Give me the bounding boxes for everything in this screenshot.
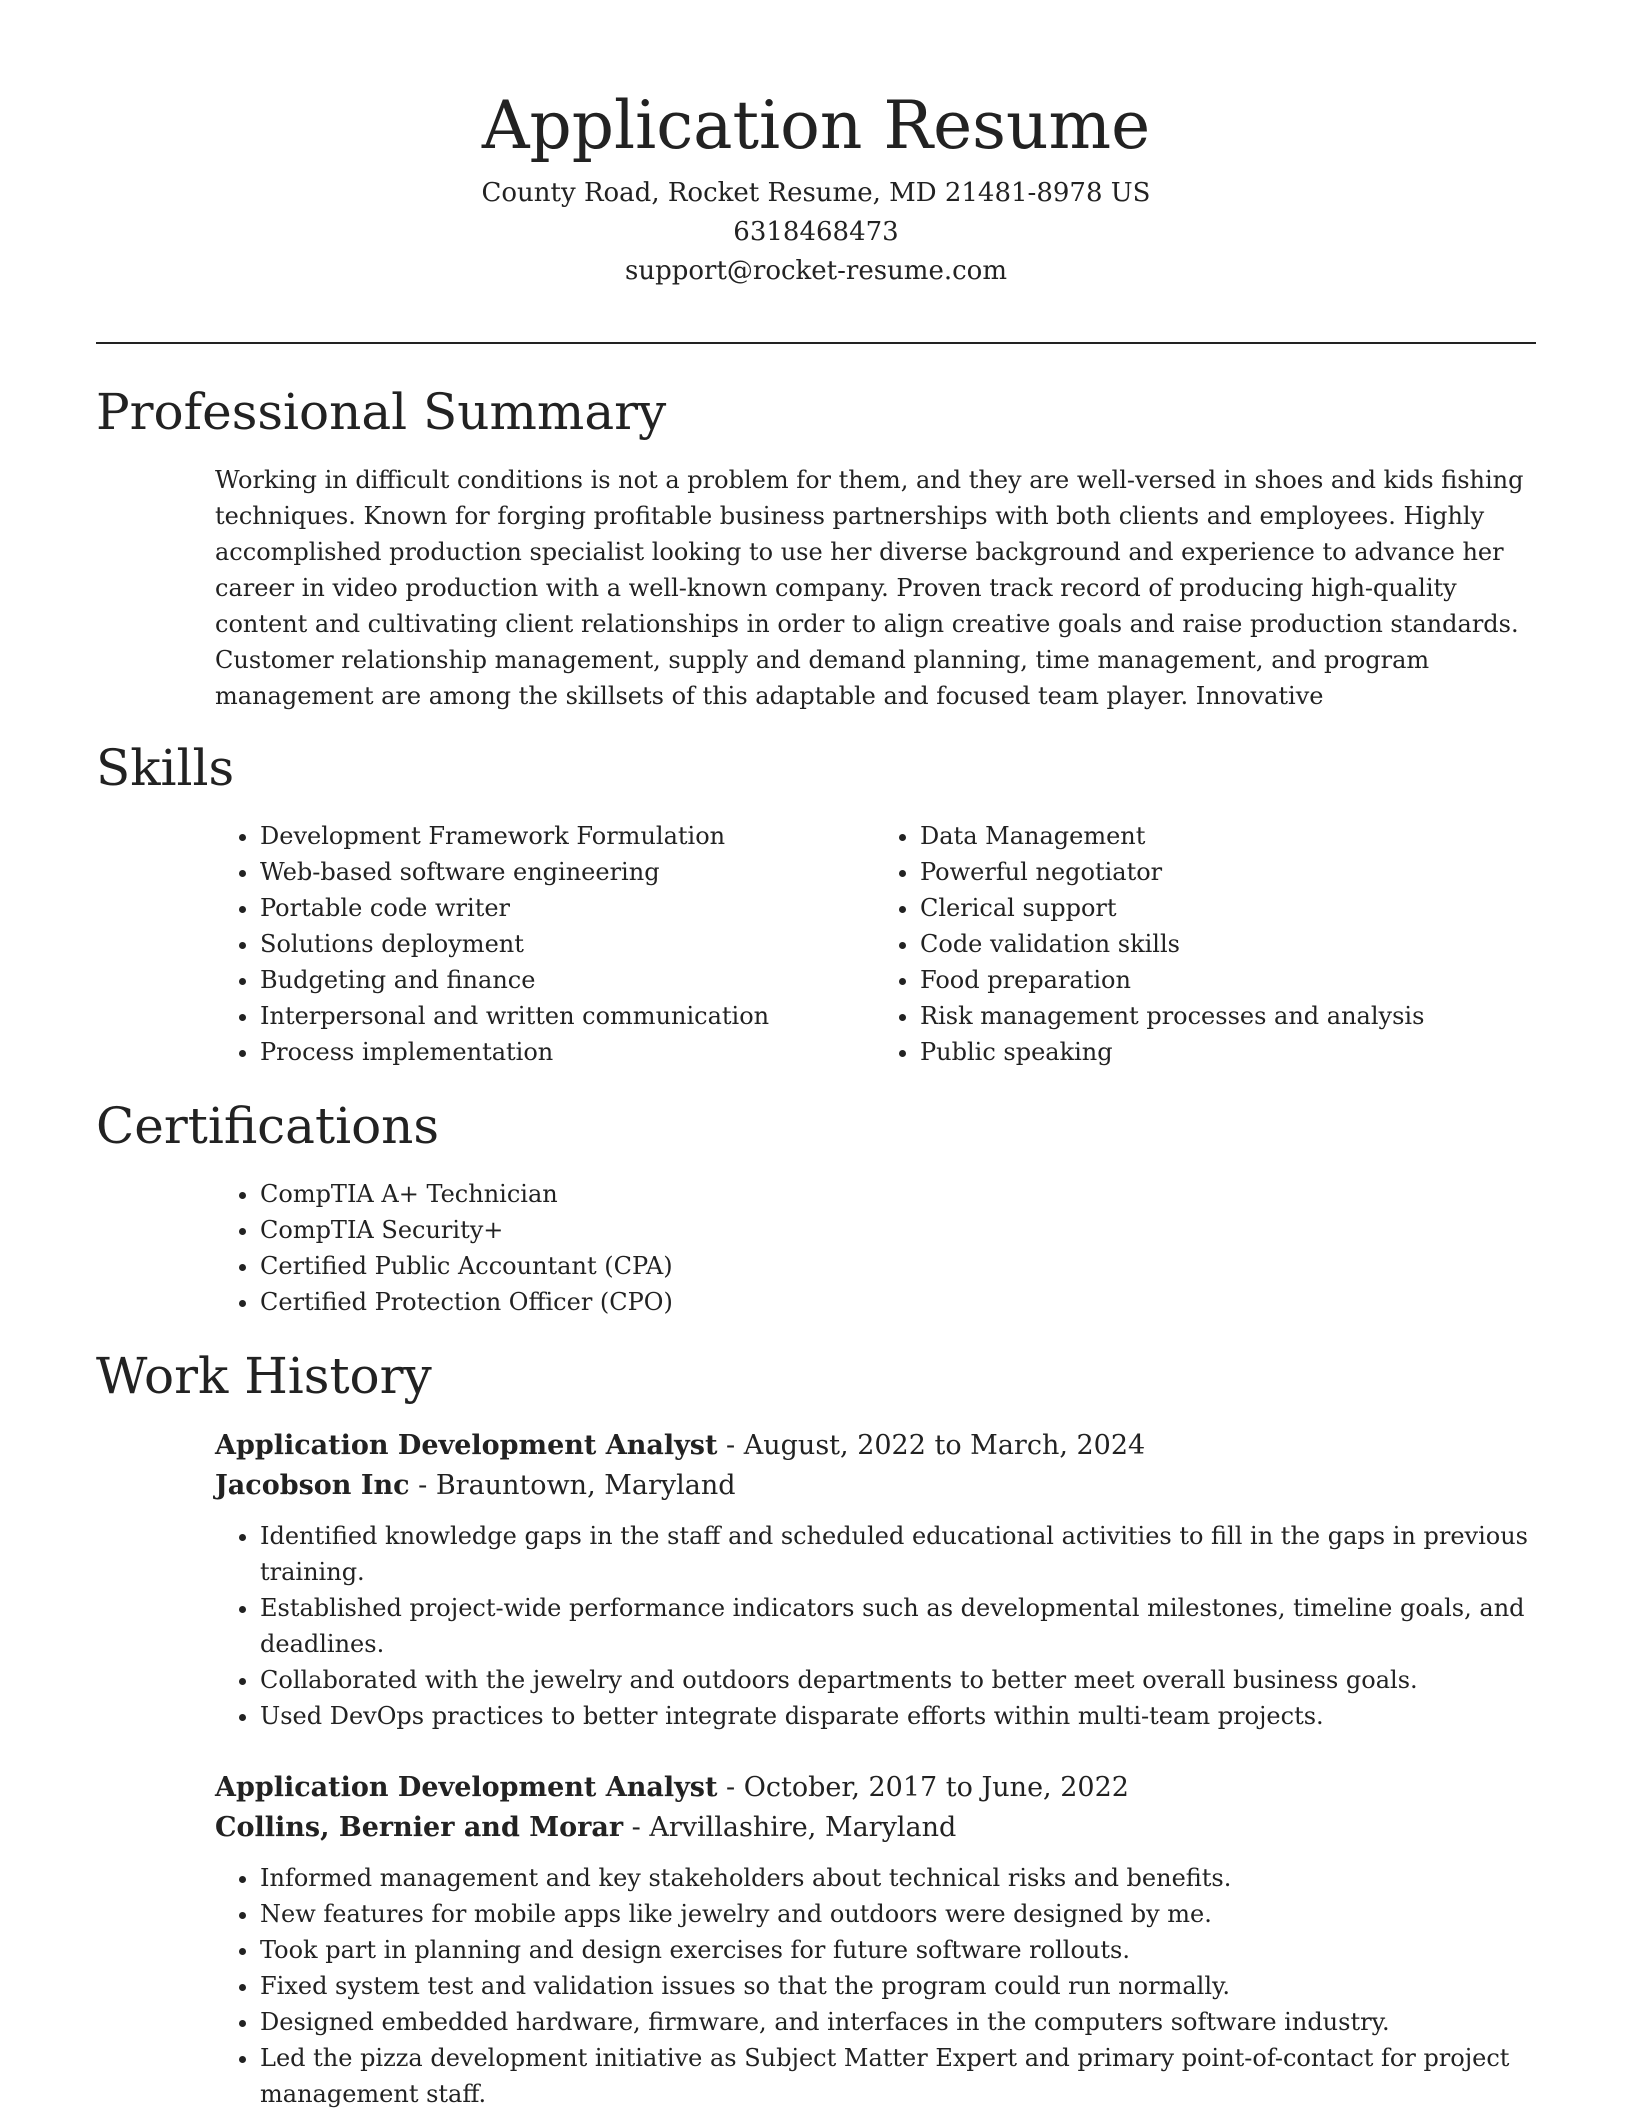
certification-item: • CompTIA Security+	[260, 1212, 910, 1248]
skill-item: • Budgeting and finance	[260, 962, 875, 998]
job-entry	[215, 1426, 1536, 1734]
skills-heading: Skills	[96, 739, 235, 797]
skill-item: • Portable code writer	[260, 890, 875, 926]
job-bullets	[215, 1518, 1536, 1734]
work-history-heading: Work History	[96, 1347, 432, 1405]
skill-item: • Data Management	[920, 818, 1535, 854]
skill-item: • Public speaking	[920, 1034, 1535, 1070]
job-bullet: • Led the pizza development initiative as Subject Matter Expert and primary point-of-contact for project management staff.	[260, 2040, 1536, 2112]
job-company-line	[215, 1466, 1536, 1506]
job-bullet: • Established project-wide performance indicators such as developmental milestones, timeline goals, and deadlines.	[260, 1590, 1536, 1662]
skill-item: • Development Framework Formulation	[260, 818, 875, 854]
skill-item: • Process implementation	[260, 1034, 875, 1070]
job-company: Jacobson Inc	[215, 1470, 410, 1501]
resume-header	[0, 0, 1632, 291]
job-bullet: • Fixed system test and validation issues so that the program could run normally.	[260, 1968, 1536, 2004]
summary-text: Working in difficult conditions is not a problem for them, and they are well-versed in shoes and kids fishing techniques. Known for forging profitable business partnerships with both clients and employees. Highly accomplished production specialist looking to use her diverse background and experience to advance her career in video production with a well-known company. Proven track record of producing high-quality content and cultivating client relationships in order to align creative goals and raise production standards. Customer relationship management, supply and demand planning, time management, and program management are among the skillsets of this adaptable and focused team player. Innovative	[215, 466, 1524, 710]
header-divider	[96, 342, 1536, 344]
job-location: - Brauntown, Maryland	[409, 1470, 736, 1501]
job-dates: - October, 2017 to June, 2022	[717, 1772, 1129, 1803]
job-bullet: • Collaborated with the jewelry and outdoors departments to better meet overall business goals.	[260, 1662, 1536, 1698]
skill-item: • Web-based software engineering	[260, 854, 875, 890]
job-title-line	[215, 1426, 1536, 1466]
skill-item: • Food preparation	[920, 962, 1535, 998]
contact-address: County Road, Rocket Resume, MD 21481-8978 US	[481, 178, 1151, 208]
job-title: Application Development Analyst	[215, 1772, 718, 1803]
job-company-line	[215, 1808, 1536, 1848]
job-company: Collins, Bernier and Morar	[215, 1812, 624, 1843]
job-location: - Arvillashire, Maryland	[623, 1812, 957, 1843]
certification-item: • CompTIA A+ Technician	[260, 1176, 910, 1212]
job-bullet: • Identified knowledge gaps in the staff and scheduled educational activities to fill in the gaps in previous training.	[260, 1518, 1536, 1590]
job-bullet: • Took part in planning and design exercises for future software rollouts.	[260, 1932, 1536, 1968]
certification-item: • Certified Public Accountant (CPA)	[260, 1248, 910, 1284]
summary-heading: Professional Summary	[96, 383, 667, 441]
skill-item: • Clerical support	[920, 890, 1535, 926]
contact-info	[0, 174, 1632, 291]
job-bullets	[215, 1860, 1536, 2112]
certifications-list	[215, 1176, 1535, 1320]
job-title-line	[215, 1768, 1536, 1808]
job-bullet: • Informed management and key stakeholders about technical risks and benefits.	[260, 1860, 1536, 1896]
skill-item: • Solutions deployment	[260, 926, 875, 962]
job-bullet: • Used DevOps practices to better integrate disparate efforts within multi-team projects.	[260, 1698, 1536, 1734]
skills-column-left	[215, 818, 875, 1070]
skills-list	[215, 818, 1535, 1070]
skills-column-right	[875, 818, 1535, 1070]
skill-item: • Code validation skills	[920, 926, 1535, 962]
skill-item: • Powerful negotiator	[920, 854, 1535, 890]
certifications-column	[215, 1176, 910, 1320]
job-dates: - August, 2022 to March, 2024	[717, 1430, 1146, 1461]
certification-item: • Certified Protection Officer (CPO)	[260, 1284, 910, 1320]
certifications-heading: Certifications	[96, 1097, 440, 1155]
resume-title: Application Resume	[481, 87, 1151, 164]
skill-item: • Interpersonal and written communication	[260, 998, 875, 1034]
skill-item: • Risk management processes and analysis	[920, 998, 1535, 1034]
job-entry	[215, 1768, 1536, 2112]
contact-email: support@rocket-resume.com	[624, 256, 1007, 286]
job-title: Application Development Analyst	[215, 1430, 718, 1461]
job-bullet: • Designed embedded hardware, firmware, and interfaces in the computers software industry.	[260, 2004, 1536, 2040]
job-bullet: • New features for mobile apps like jewelry and outdoors were designed by me.	[260, 1896, 1536, 1932]
contact-phone: 6318468473	[733, 217, 899, 247]
